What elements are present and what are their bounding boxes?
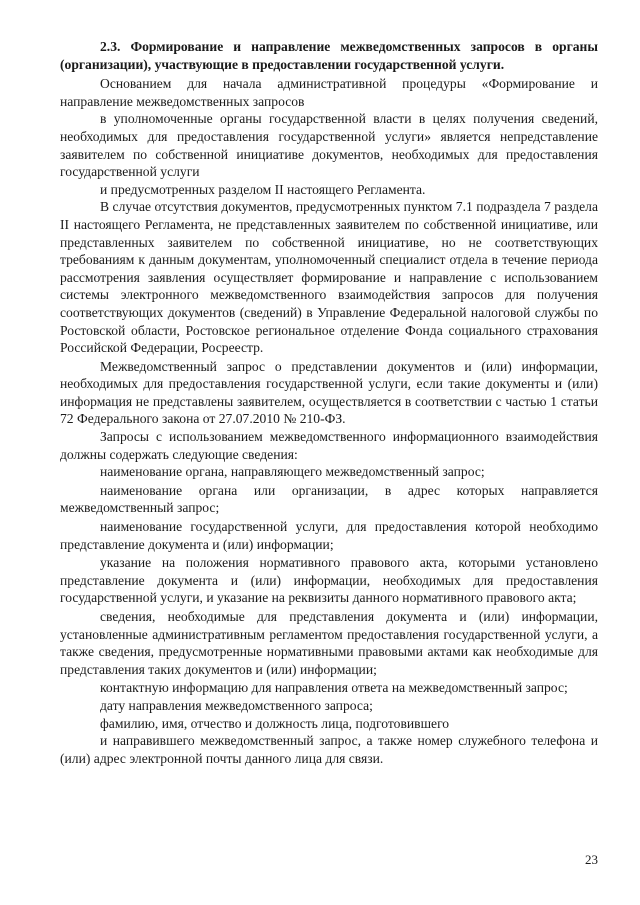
list-item-legal-act: указание на положения нормативного правового акта, которыми установлено представление документа и (или) информации, необходимых для предоставления государственной услуги, и указание на реквизиты данного нормативного правового акта; <box>60 555 598 606</box>
list-item-information: сведения, необходимые для представления документа и (или) информации, установленные административным регламентом предоставления государственной услуги, а также сведения, предусмотренные нормативными правовыми актами как необходимые для представления таких документов и (или) информации; <box>60 609 598 677</box>
paragraph-intro: Основанием для начала административной процедуры «Формирование и направление межведомственных запросов <box>60 76 598 109</box>
section-title: Формирование и направление межведомственных запросов в органы (организации), участвующие в предоставлении государственной услуги. <box>60 39 598 72</box>
paragraph-basis-end: и предусмотренных разделом II настоящего Регламента. <box>100 181 426 197</box>
list-item-service: наименование государственной услуги, для предоставления которой необходимо представление документа и (или) информации; <box>60 519 598 552</box>
section-number: 2.3. <box>100 39 121 54</box>
list-item-date: дату направления межведомственного запроса; <box>100 697 373 713</box>
paragraph-contents: Запросы с использованием межведомственного информационного взаимодействия должны содержать следующие сведения: <box>60 429 598 462</box>
list-item-official: фамилию, имя, отчество и должность лица, подготовившего <box>100 715 450 731</box>
list-item-official-end: и направившего межведомственный запрос, а также номер служебного телефона и (или) адрес электронной почты данного лица для связи. <box>60 733 598 766</box>
paragraph-request: Межведомственный запрос о представлении документов и (или) информации, необходимых для предоставления государственной услуги, если такие документы и (или) информация не представлены заявителем, осуществляется в соответствии с частью 1 статьи 72 Федерального закона от 27.07.2010 № 210-ФЗ. <box>60 358 598 427</box>
paragraph-basis: в уполномоченные органы государственной власти в целях получения сведений, необходимых для предоставления государственной услуги» является непредставление заявителем по собственной инициативе документов, необходимых для предоставления государственной услуги <box>60 111 598 180</box>
list-item-contact: контактную информацию для направления ответа на межведомственный запрос; <box>100 680 568 696</box>
page-number: 23 <box>585 852 598 867</box>
list-item-recipient: наименование органа или организации, в адрес которых направляется межведомственный запрос; <box>60 482 598 516</box>
paragraph-absence: В случае отсутствия документов, предусмотренных пунктом 7.1 подраздела 7 раздела II настоящего Регламента, не представленных заявителем по собственной инициативе, или представленных заявителем по собственной инициативе, но не соответствующих требованиям к данным документам, уполномоченный специалист отдела в течение периода рассмотрения заявления осуществляет формирование и направление с использованием системы электронного межведомственного взаимодействия запросов для получения соответствующих документов (сведений) в Управление Федеральной налоговой службы по Ростовской области, Ростовское региональное отделение Фонда социального страхования Российской Федерации, Росреестр. <box>60 199 598 356</box>
section-heading <box>60 38 598 73</box>
list-item-authority: наименование органа, направляющего межведомственный запрос; <box>100 464 485 480</box>
